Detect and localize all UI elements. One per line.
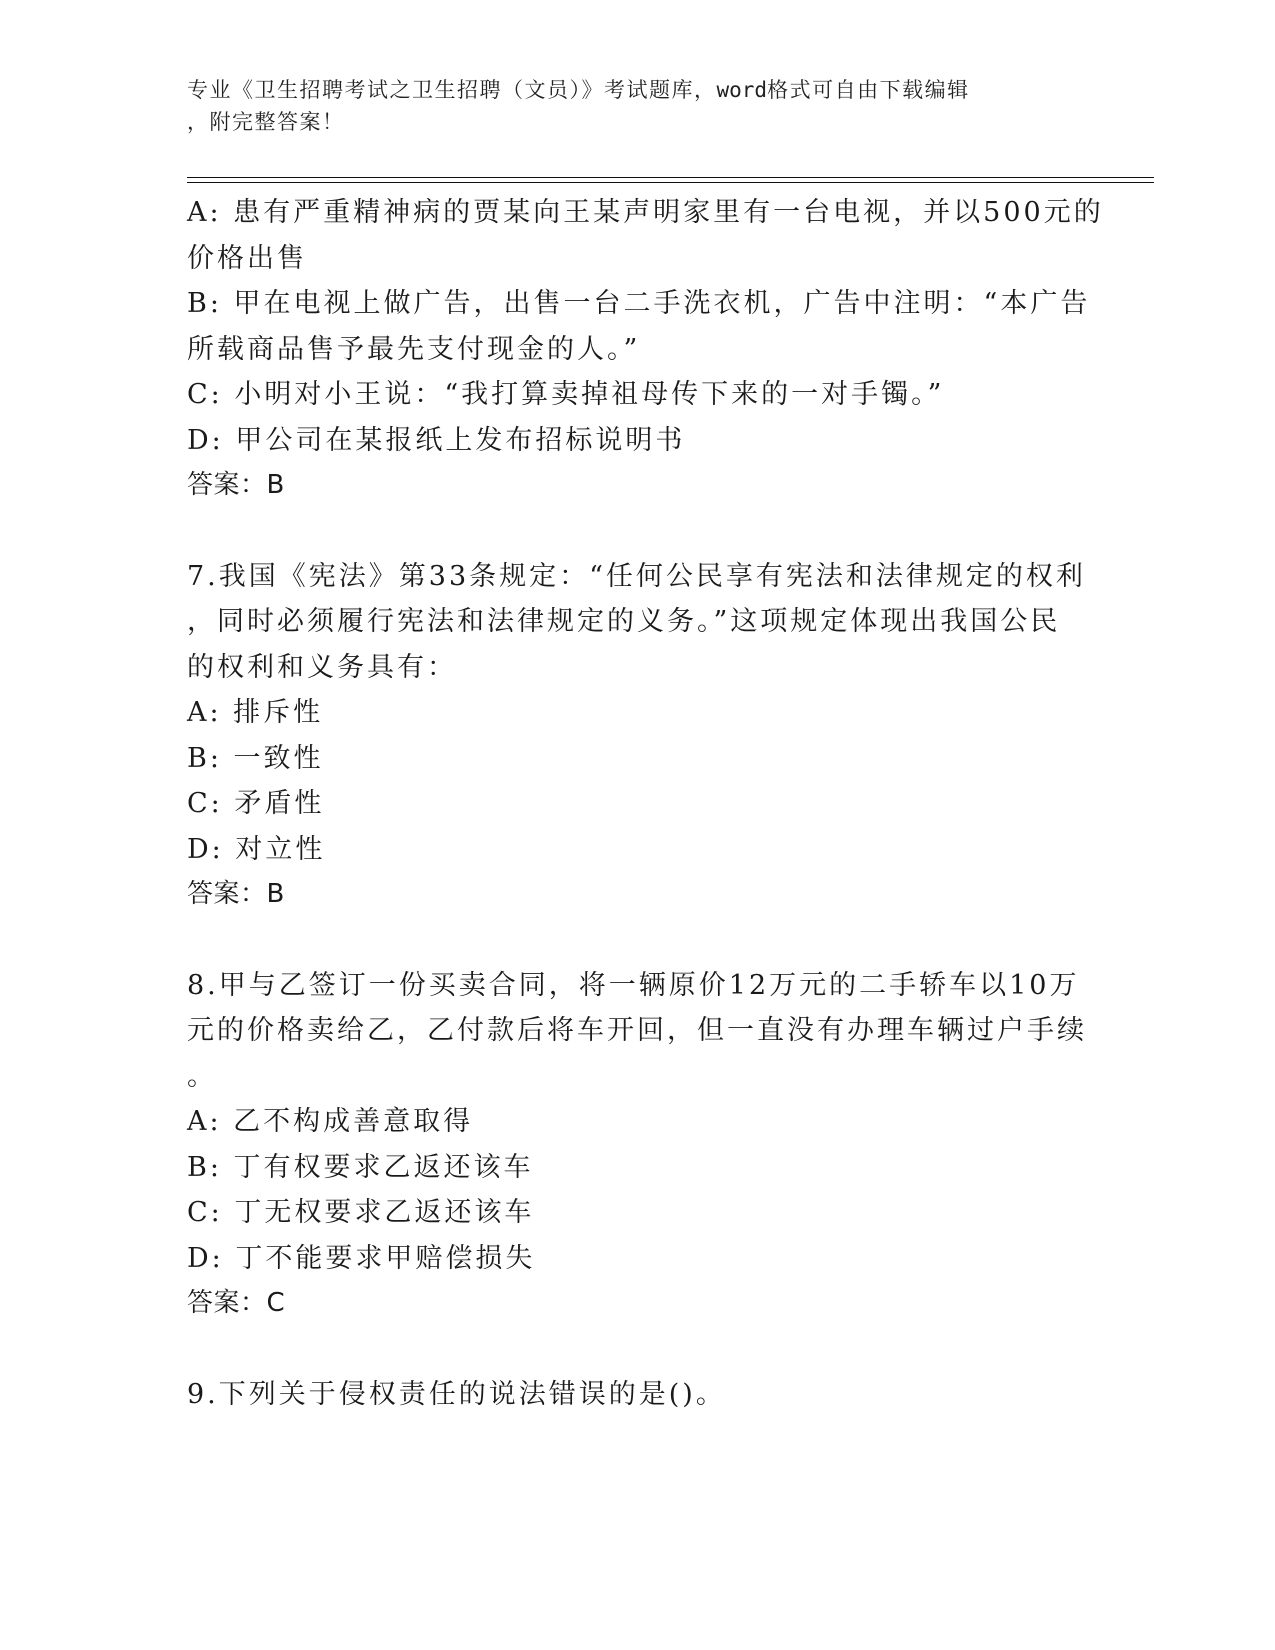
option-b-line-2: 所载商品售予最先支付现金的人。” [187, 333, 641, 365]
question-6 [187, 190, 1104, 509]
header-text-b: 格式可自由下载编辑 [767, 78, 970, 102]
option-c: C: 小明对小王说：“我打算卖掉祖母传下来的一对手镯。” [187, 379, 945, 410]
option-d: D: 甲公司在某报纸上发布招标说明书 [187, 424, 686, 456]
question-stem-line-1: 8.甲与乙签订一份买卖合同，将一辆原价12万元的二手轿车以10万 [187, 969, 1080, 1001]
option-d: D: 丁不能要求甲赔偿损失 [187, 1242, 536, 1274]
option-a: A: 排斥性 [187, 697, 324, 728]
option-c: C: 丁无权要求乙返还该车 [187, 1197, 535, 1228]
spacer [187, 509, 1087, 554]
answer-label: 答案：B [187, 470, 285, 500]
document-header [187, 74, 1067, 138]
option-a: A: 乙不构成善意取得 [187, 1106, 474, 1137]
option-b-line-1: B: 甲在电视上做广告，出售一台二手洗衣机，广告中注明：“本广告 [187, 288, 1091, 319]
option-a-line-1: A: 患有严重精神病的贾某向王某声明家里有一台电视，并以500元的 [187, 197, 1104, 228]
header-divider-top [187, 177, 1154, 178]
question-stem-line-3: 的权利和义务具有： [187, 651, 457, 683]
question-stem-line-2: ，同时必须履行宪法和法律规定的义务。”这项规定体现出我国公民 [187, 606, 1061, 637]
header-text-a: 专业《卫生招聘考试之卫生招聘（文员）》考试题库， [187, 78, 717, 102]
question-7 [187, 554, 1087, 918]
answer-label: 答案：B [187, 879, 285, 909]
question-list [187, 190, 1104, 1417]
option-c: C: 矛盾性 [187, 788, 325, 819]
answer-label: 答案：C [187, 1288, 286, 1318]
question-8 [187, 963, 1087, 1327]
question-stem-line-2: 元的价格卖给乙，乙付款后将车开回，但一直没有办理车辆过户手续 [187, 1015, 1087, 1046]
header-divider-bottom [187, 182, 1154, 183]
option-b: B: 丁有权要求乙返还该车 [187, 1151, 534, 1183]
spacer [187, 918, 1087, 963]
question-9 [187, 1372, 1087, 1418]
option-d: D: 对立性 [187, 833, 326, 865]
header-line-1 [187, 74, 1067, 106]
header-line-2: ，附完整答案！ [187, 110, 345, 134]
question-stem-line-3: 。 [187, 1060, 217, 1092]
question-stem-line-1: 7.我国《宪法》第33条规定：“任何公民享有宪法和法律规定的权利 [187, 560, 1086, 592]
option-a-line-2: 价格出售 [187, 242, 307, 274]
question-stem-line-1: 9.下列关于侵权责任的说法错误的是()。 [187, 1378, 726, 1410]
option-b: B: 一致性 [187, 742, 324, 774]
spacer [187, 1327, 1087, 1372]
header-word-text: word [716, 78, 768, 102]
